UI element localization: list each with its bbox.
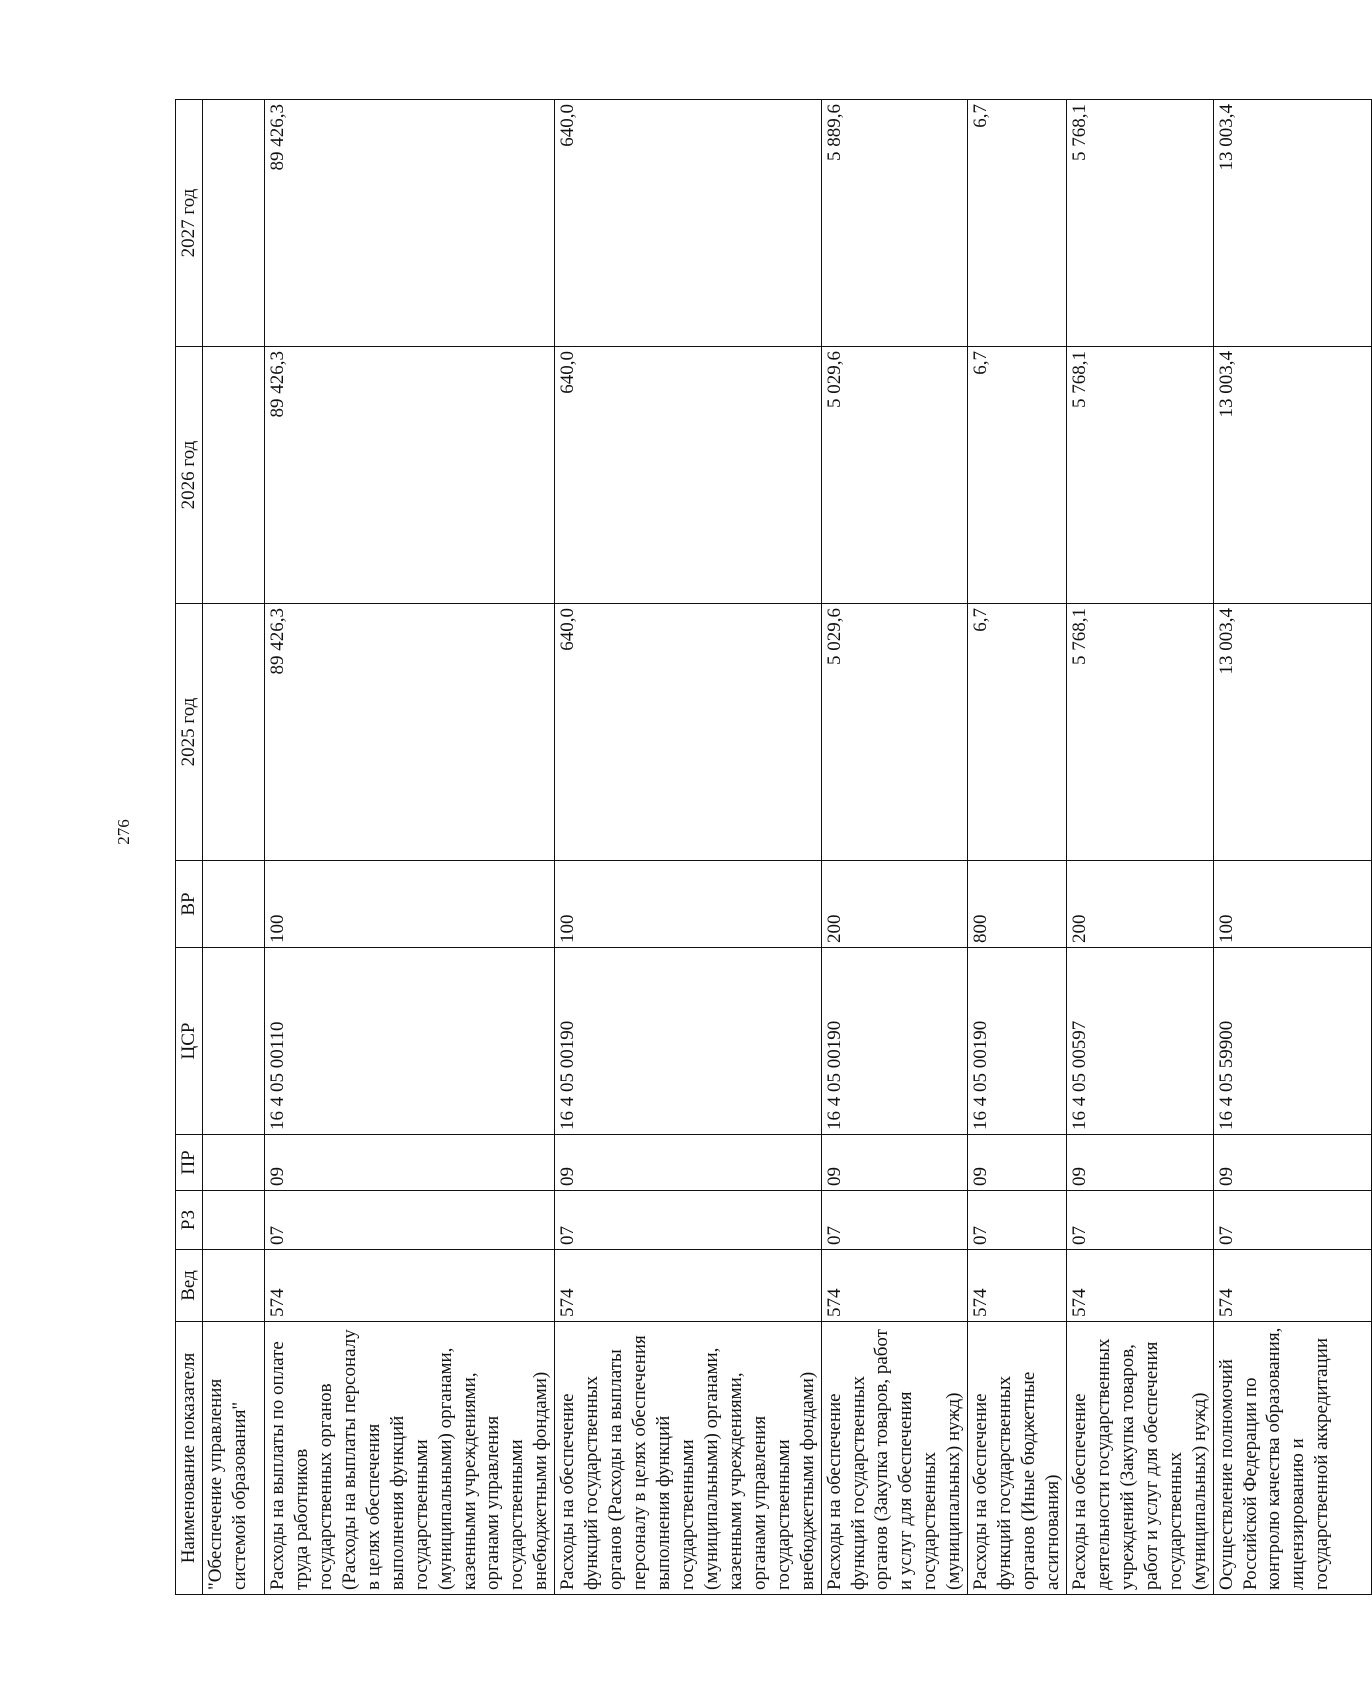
header-2025: 2025 год (176, 604, 203, 861)
cell-2025: 6,7 (968, 604, 1067, 861)
header-2026: 2026 год (176, 347, 203, 604)
cell-rz: 07 (555, 1191, 821, 1250)
cell-2025: 640,0 (555, 604, 821, 861)
cell-csr: 16 4 05 59900 (1213, 948, 1371, 1135)
cell-name: Расходы на обеспечение деятельности государственных учреждений (Закупка товаров, работ и услуг для обеспечения государственных (муниципальных) нужд) (1066, 1322, 1213, 1595)
cell-rz: 07 (265, 1191, 555, 1250)
cell-name: Расходы на обеспечение функций государственных органов (Закупка товаров, работ и услуг для обеспечения государственных (муниципальных) нужд) (821, 1322, 968, 1595)
budget-table-rotated (175, 100, 1333, 1595)
cell-2027: 89 426,3 (265, 100, 555, 347)
table-row (1213, 100, 1371, 1595)
cell-2027: 5 889,6 (821, 100, 968, 347)
cell-2025: 5 768,1 (1066, 604, 1213, 861)
cell-rz: 07 (821, 1191, 968, 1250)
cell-2026: 5 029,6 (821, 347, 968, 604)
cell-pr (203, 1135, 265, 1191)
cell-rz (203, 1191, 265, 1250)
cell-2025 (203, 604, 265, 861)
cell-2026: 5 768,1 (1066, 347, 1213, 604)
header-ved: Вед (176, 1250, 203, 1322)
cell-pr: 09 (968, 1135, 1067, 1191)
header-csr: ЦСР (176, 948, 203, 1135)
table-row (821, 100, 968, 1595)
cell-vr: 100 (555, 861, 821, 948)
cell-2027: 13 003,4 (1213, 100, 1371, 347)
header-rz: РЗ (176, 1191, 203, 1250)
header-name: Наименование показателя (176, 1322, 203, 1595)
table-row (968, 100, 1067, 1595)
cell-2025: 13 003,4 (1213, 604, 1371, 861)
page-number: 276 (114, 819, 133, 845)
table-row (203, 100, 265, 1595)
cell-name: Осуществление полномочий Российской Федерации по контролю качества образования, лицензированию и государственной аккредитации (1213, 1322, 1371, 1595)
cell-2027: 640,0 (555, 100, 821, 347)
cell-vr: 200 (1066, 861, 1213, 948)
table-header-row (176, 100, 203, 1595)
cell-vr: 800 (968, 861, 1067, 948)
table-row (265, 100, 555, 1595)
cell-ved: 574 (555, 1250, 821, 1322)
cell-rz: 07 (1066, 1191, 1213, 1250)
cell-2026: 13 003,4 (1213, 347, 1371, 604)
cell-ved: 574 (1066, 1250, 1213, 1322)
cell-vr: 100 (1213, 861, 1371, 948)
cell-csr: 16 4 05 00190 (821, 948, 968, 1135)
cell-name: Расходы на выплаты по оплате труда работников государственных органов (Расходы на выплаты персоналу в целях обеспечения выполнения функций государственными (муниципальными) органами, казенными учреждениями, органами управления государственными внебюджетными фондами) (265, 1322, 555, 1595)
cell-csr: 16 4 05 00597 (1066, 948, 1213, 1135)
cell-2026: 89 426,3 (265, 347, 555, 604)
cell-vr (203, 861, 265, 948)
cell-name: "Обеспечение управления системой образования" (203, 1322, 265, 1595)
cell-rz: 07 (1213, 1191, 1371, 1250)
cell-rz: 07 (968, 1191, 1067, 1250)
cell-name: Расходы на обеспечение функций государственных органов (Иные бюджетные ассигнования) (968, 1322, 1067, 1595)
header-vr: ВР (176, 861, 203, 948)
cell-pr: 09 (1213, 1135, 1371, 1191)
cell-2025: 5 029,6 (821, 604, 968, 861)
cell-2027 (203, 100, 265, 347)
cell-pr: 09 (265, 1135, 555, 1191)
cell-ved: 574 (265, 1250, 555, 1322)
cell-csr (203, 948, 265, 1135)
cell-ved: 574 (821, 1250, 968, 1322)
table-row (555, 100, 821, 1595)
cell-csr: 16 4 05 00190 (555, 948, 821, 1135)
cell-csr: 16 4 05 00190 (968, 948, 1067, 1135)
header-pr: ПР (176, 1135, 203, 1191)
cell-ved: 574 (968, 1250, 1067, 1322)
cell-vr: 100 (265, 861, 555, 948)
header-2027: 2027 год (176, 100, 203, 347)
budget-table (175, 99, 1372, 1595)
cell-pr: 09 (1066, 1135, 1213, 1191)
cell-pr: 09 (555, 1135, 821, 1191)
cell-2026 (203, 347, 265, 604)
cell-ved (203, 1250, 265, 1322)
cell-2026: 640,0 (555, 347, 821, 604)
cell-2026: 6,7 (968, 347, 1067, 604)
cell-pr: 09 (821, 1135, 968, 1191)
cell-2025: 89 426,3 (265, 604, 555, 861)
cell-vr: 200 (821, 861, 968, 948)
cell-ved: 574 (1213, 1250, 1371, 1322)
cell-csr: 16 4 05 00110 (265, 948, 555, 1135)
table-row (1066, 100, 1213, 1595)
cell-name: Расходы на обеспечение функций государственных органов (Расходы на выплаты персоналу в целях обеспечения выполнения функций государственными (муниципальными) органами, казенными учреждениями, органами управления государственными внебюджетными фондами) (555, 1322, 821, 1595)
cell-2027: 6,7 (968, 100, 1067, 347)
cell-2027: 5 768,1 (1066, 100, 1213, 347)
